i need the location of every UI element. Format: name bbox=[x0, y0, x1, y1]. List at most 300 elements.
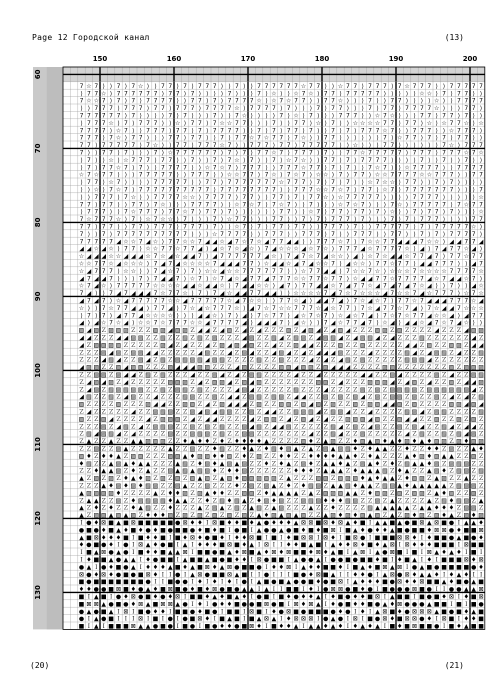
svg-text:7: 7 bbox=[331, 238, 335, 245]
svg-text:⟩: ⟩ bbox=[421, 142, 423, 149]
svg-text:7: 7 bbox=[272, 275, 276, 282]
svg-text:■: ■ bbox=[449, 616, 455, 623]
svg-text:⟩: ⟩ bbox=[362, 112, 364, 119]
svg-text:⟩: ⟩ bbox=[88, 231, 90, 238]
svg-text:☆: ☆ bbox=[390, 179, 395, 186]
svg-text:⟩: ⟩ bbox=[458, 142, 460, 149]
svg-text:⟩: ⟩ bbox=[473, 179, 475, 186]
svg-text:▨: ▨ bbox=[456, 416, 462, 423]
svg-text:▲: ▲ bbox=[316, 601, 321, 608]
svg-text:◢: ◢ bbox=[471, 246, 476, 253]
svg-text:☆: ☆ bbox=[94, 98, 99, 105]
svg-text:7: 7 bbox=[176, 231, 180, 238]
svg-text:▨: ▨ bbox=[352, 497, 358, 504]
svg-text:7: 7 bbox=[161, 305, 165, 312]
svg-text:Ｚ: Ｚ bbox=[175, 505, 181, 512]
svg-text:7: 7 bbox=[331, 135, 335, 142]
svg-text:Ｚ: Ｚ bbox=[323, 327, 329, 334]
svg-text:■: ■ bbox=[219, 616, 225, 623]
svg-text:Ｚ: Ｚ bbox=[123, 505, 129, 512]
svg-text:▲: ▲ bbox=[242, 586, 247, 593]
svg-text:▨: ▨ bbox=[204, 475, 210, 482]
svg-text:◢: ◢ bbox=[360, 246, 365, 253]
svg-text:▨: ▨ bbox=[330, 408, 336, 415]
svg-text:☆: ☆ bbox=[434, 305, 439, 312]
svg-text:Ｉ: Ｉ bbox=[286, 556, 292, 563]
svg-text:♦: ♦ bbox=[279, 453, 284, 460]
svg-text:◢: ◢ bbox=[294, 238, 299, 245]
svg-text:7: 7 bbox=[368, 157, 372, 164]
svg-text:▲: ▲ bbox=[405, 453, 410, 460]
svg-text:⟩: ⟩ bbox=[265, 223, 267, 230]
svg-text:Ｚ: Ｚ bbox=[145, 386, 151, 393]
svg-text:⊠: ⊠ bbox=[168, 601, 173, 608]
svg-text:⟩: ⟩ bbox=[191, 83, 193, 90]
svg-text:▲: ▲ bbox=[375, 453, 380, 460]
svg-text:⟩: ⟩ bbox=[177, 83, 179, 90]
svg-text:⟩: ⟩ bbox=[325, 83, 327, 90]
svg-text:☆: ☆ bbox=[375, 164, 380, 171]
svg-text:■: ■ bbox=[190, 556, 196, 563]
svg-text:▲: ▲ bbox=[294, 490, 299, 497]
svg-text:▨: ▨ bbox=[441, 386, 447, 393]
svg-text:◢: ◢ bbox=[153, 349, 158, 356]
svg-text:⟩: ⟩ bbox=[362, 135, 364, 142]
svg-text:◢: ◢ bbox=[464, 327, 469, 334]
svg-text:7: 7 bbox=[131, 90, 135, 97]
svg-text:⟩: ⟩ bbox=[317, 127, 319, 134]
svg-text:☆: ☆ bbox=[464, 246, 469, 253]
svg-text:Ｚ: Ｚ bbox=[278, 468, 284, 475]
svg-text:♦: ♦ bbox=[427, 453, 432, 460]
svg-text:●: ● bbox=[190, 608, 195, 615]
svg-text:⟩: ⟩ bbox=[147, 105, 149, 112]
svg-text:7: 7 bbox=[117, 98, 121, 105]
svg-text:Ｉ: Ｉ bbox=[404, 549, 410, 556]
svg-text:Ｚ: Ｚ bbox=[293, 475, 299, 482]
svg-text:7: 7 bbox=[257, 142, 261, 149]
svg-text:⟩: ⟩ bbox=[80, 120, 82, 127]
svg-text:Ｚ: Ｚ bbox=[167, 438, 173, 445]
svg-text:■: ■ bbox=[367, 556, 373, 563]
svg-text:Ｚ: Ｚ bbox=[382, 497, 388, 504]
svg-text:Ｚ: Ｚ bbox=[86, 475, 92, 482]
svg-text:7: 7 bbox=[302, 305, 306, 312]
svg-text:♦: ♦ bbox=[168, 497, 173, 504]
svg-text:7: 7 bbox=[331, 157, 335, 164]
svg-text:♦: ♦ bbox=[353, 571, 358, 578]
svg-text:⟩: ⟩ bbox=[347, 142, 349, 149]
svg-text:◢: ◢ bbox=[360, 371, 365, 378]
svg-text:⟩: ⟩ bbox=[399, 320, 401, 327]
svg-text:⟩: ⟩ bbox=[236, 164, 238, 171]
svg-text:⟩: ⟩ bbox=[310, 135, 312, 142]
svg-text:▨: ▨ bbox=[449, 379, 455, 386]
svg-text:▨: ▨ bbox=[197, 386, 203, 393]
svg-text:7: 7 bbox=[213, 290, 217, 297]
svg-text:7: 7 bbox=[479, 201, 483, 208]
svg-text:▲: ▲ bbox=[383, 542, 388, 549]
svg-text:▨: ▨ bbox=[382, 482, 388, 489]
svg-text:Ｚ: Ｚ bbox=[404, 401, 410, 408]
svg-text:Ｚ: Ｚ bbox=[78, 497, 84, 504]
svg-text:◢: ◢ bbox=[242, 290, 247, 297]
svg-text:⟩: ⟩ bbox=[295, 142, 297, 149]
svg-text:⟩: ⟩ bbox=[450, 105, 452, 112]
svg-text:Ｚ: Ｚ bbox=[197, 497, 203, 504]
svg-text:◢: ◢ bbox=[146, 290, 151, 297]
svg-text:7: 7 bbox=[353, 83, 357, 90]
svg-text:⟩: ⟩ bbox=[88, 186, 90, 193]
svg-text:7: 7 bbox=[87, 135, 91, 142]
svg-text:7: 7 bbox=[154, 120, 158, 127]
svg-text:☆: ☆ bbox=[108, 179, 113, 186]
svg-text:7: 7 bbox=[154, 90, 158, 97]
svg-text:☆: ☆ bbox=[279, 246, 284, 253]
svg-text:⟩: ⟩ bbox=[280, 120, 282, 127]
svg-text:7: 7 bbox=[198, 253, 202, 260]
svg-text:♦: ♦ bbox=[197, 542, 202, 549]
svg-text:◢: ◢ bbox=[168, 305, 173, 312]
svg-text:Ｉ: Ｉ bbox=[286, 571, 292, 578]
svg-text:⟩: ⟩ bbox=[450, 201, 452, 208]
svg-text:7: 7 bbox=[427, 164, 431, 171]
svg-text:7: 7 bbox=[442, 149, 446, 156]
svg-text:⟩: ⟩ bbox=[214, 90, 216, 97]
svg-text:Ｚ: Ｚ bbox=[352, 327, 358, 334]
svg-text:⟩: ⟩ bbox=[310, 320, 312, 327]
svg-text:▲: ▲ bbox=[249, 542, 254, 549]
svg-text:Ｚ: Ｚ bbox=[234, 453, 240, 460]
svg-text:7: 7 bbox=[339, 290, 343, 297]
svg-text:7: 7 bbox=[242, 164, 246, 171]
svg-text:◢: ◢ bbox=[220, 327, 225, 334]
svg-text:◢: ◢ bbox=[212, 283, 217, 290]
svg-text:▨: ▨ bbox=[219, 423, 225, 430]
svg-text:7: 7 bbox=[257, 268, 261, 275]
svg-text:7: 7 bbox=[80, 290, 84, 297]
svg-text:●: ● bbox=[345, 608, 350, 615]
svg-text:7: 7 bbox=[450, 283, 454, 290]
svg-text:▨: ▨ bbox=[212, 357, 218, 364]
svg-text:☆: ☆ bbox=[153, 142, 158, 149]
svg-text:●: ● bbox=[271, 601, 276, 608]
svg-text:▨: ▨ bbox=[352, 423, 358, 430]
svg-text:⟩: ⟩ bbox=[458, 260, 460, 267]
svg-text:▨: ▨ bbox=[301, 438, 307, 445]
svg-text:▲: ▲ bbox=[94, 616, 99, 623]
svg-text:7: 7 bbox=[331, 105, 335, 112]
svg-text:⟩: ⟩ bbox=[177, 112, 179, 119]
svg-text:♦: ♦ bbox=[264, 490, 269, 497]
svg-text:⟩: ⟩ bbox=[376, 135, 378, 142]
svg-text:Ｚ: Ｚ bbox=[426, 394, 432, 401]
svg-text:▨: ▨ bbox=[404, 349, 410, 356]
svg-text:7: 7 bbox=[168, 98, 172, 105]
svg-text:Ｚ: Ｚ bbox=[367, 327, 373, 334]
svg-text:⟩: ⟩ bbox=[243, 127, 245, 134]
svg-text:Ｚ: Ｚ bbox=[123, 453, 129, 460]
svg-text:▨: ▨ bbox=[412, 357, 418, 364]
svg-text:Ｚ: Ｚ bbox=[263, 371, 269, 378]
svg-text:▲: ▲ bbox=[109, 438, 114, 445]
svg-text:7: 7 bbox=[228, 142, 232, 149]
svg-text:♦: ♦ bbox=[160, 608, 165, 615]
svg-text:7: 7 bbox=[302, 142, 306, 149]
svg-text:☆: ☆ bbox=[279, 305, 284, 312]
svg-text:♦: ♦ bbox=[108, 564, 113, 571]
svg-text:♦: ♦ bbox=[286, 534, 291, 541]
svg-text:▨: ▨ bbox=[227, 460, 233, 467]
svg-text:♦: ♦ bbox=[79, 586, 84, 593]
svg-text:⟩: ⟩ bbox=[288, 231, 290, 238]
svg-text:⟩: ⟩ bbox=[450, 194, 452, 201]
svg-text:7: 7 bbox=[279, 112, 283, 119]
svg-text:■: ■ bbox=[190, 593, 196, 600]
svg-text:7: 7 bbox=[361, 216, 365, 223]
svg-text:⟩: ⟩ bbox=[450, 90, 452, 97]
svg-text:▲: ▲ bbox=[257, 549, 262, 556]
svg-text:Ｚ: Ｚ bbox=[138, 512, 144, 519]
svg-text:■: ■ bbox=[227, 593, 233, 600]
svg-text:⟩: ⟩ bbox=[317, 157, 319, 164]
svg-text:♦: ♦ bbox=[360, 542, 365, 549]
svg-text:7: 7 bbox=[413, 275, 417, 282]
svg-text:7: 7 bbox=[205, 105, 209, 112]
svg-text:▨: ▨ bbox=[389, 482, 395, 489]
svg-text:♦: ♦ bbox=[412, 438, 417, 445]
svg-text:Ｚ: Ｚ bbox=[434, 357, 440, 364]
svg-text:▲: ▲ bbox=[457, 534, 462, 541]
svg-text:▨: ▨ bbox=[212, 334, 218, 341]
svg-text:▲: ▲ bbox=[109, 460, 114, 467]
svg-text:7: 7 bbox=[257, 312, 261, 319]
svg-text:Ｚ: Ｚ bbox=[152, 468, 158, 475]
svg-text:⟩: ⟩ bbox=[251, 223, 253, 230]
svg-text:⟩: ⟩ bbox=[117, 105, 119, 112]
svg-text:7: 7 bbox=[376, 127, 380, 134]
svg-text:▲: ▲ bbox=[420, 505, 425, 512]
svg-text:Ｚ: Ｚ bbox=[101, 408, 107, 415]
svg-text:Ｉ: Ｉ bbox=[234, 579, 240, 586]
svg-text:◢: ◢ bbox=[323, 416, 328, 423]
svg-text:◢: ◢ bbox=[146, 416, 151, 423]
svg-text:Ｚ: Ｚ bbox=[219, 468, 225, 475]
svg-text:■: ■ bbox=[323, 527, 329, 534]
svg-text:⟩: ⟩ bbox=[399, 112, 401, 119]
svg-text:♦: ♦ bbox=[108, 542, 113, 549]
svg-text:Ｚ: Ｚ bbox=[367, 386, 373, 393]
svg-text:■: ■ bbox=[419, 623, 425, 630]
svg-text:⟩: ⟩ bbox=[325, 112, 327, 119]
svg-text:Ｚ: Ｚ bbox=[226, 416, 232, 423]
svg-text:Ｚ: Ｚ bbox=[456, 453, 462, 460]
svg-text:☆: ☆ bbox=[427, 290, 432, 297]
svg-text:7: 7 bbox=[309, 142, 313, 149]
svg-text:◢: ◢ bbox=[420, 260, 425, 267]
svg-text:●: ● bbox=[182, 616, 187, 623]
svg-text:♦: ♦ bbox=[94, 519, 99, 526]
svg-text:▨: ▨ bbox=[338, 394, 344, 401]
svg-text:Ｚ: Ｚ bbox=[93, 357, 99, 364]
svg-text:Ｚ: Ｚ bbox=[167, 394, 173, 401]
svg-text:♦: ♦ bbox=[375, 556, 380, 563]
svg-text:▨: ▨ bbox=[478, 438, 484, 445]
svg-text:7: 7 bbox=[383, 112, 387, 119]
svg-text:♦: ♦ bbox=[227, 468, 232, 475]
svg-text:▨: ▨ bbox=[338, 475, 344, 482]
svg-text:☆: ☆ bbox=[234, 223, 239, 230]
svg-text:Ｚ: Ｚ bbox=[189, 342, 195, 349]
svg-text:⟩: ⟩ bbox=[302, 238, 304, 245]
svg-text:♦: ♦ bbox=[323, 497, 328, 504]
svg-text:7: 7 bbox=[154, 98, 158, 105]
svg-text:▲: ▲ bbox=[212, 593, 217, 600]
svg-text:☆: ☆ bbox=[160, 320, 165, 327]
svg-text:⟩: ⟩ bbox=[347, 120, 349, 127]
svg-text:⟩: ⟩ bbox=[436, 112, 438, 119]
svg-text:7: 7 bbox=[242, 216, 246, 223]
row-label: 130 bbox=[34, 585, 42, 600]
svg-text:Ｉ: Ｉ bbox=[86, 616, 92, 623]
svg-text:⟩: ⟩ bbox=[436, 127, 438, 134]
svg-text:Ｚ: Ｚ bbox=[108, 371, 114, 378]
svg-text:Ｚ: Ｚ bbox=[397, 445, 403, 452]
svg-text:Ｚ: Ｚ bbox=[101, 364, 107, 371]
svg-text:7: 7 bbox=[213, 201, 217, 208]
svg-text:◢: ◢ bbox=[94, 320, 99, 327]
svg-text:▨: ▨ bbox=[375, 394, 381, 401]
svg-text:Ｉ: Ｉ bbox=[256, 586, 262, 593]
svg-text:Ｚ: Ｚ bbox=[145, 408, 151, 415]
svg-text:♦: ♦ bbox=[86, 556, 91, 563]
svg-text:♦: ♦ bbox=[242, 445, 247, 452]
svg-text:7: 7 bbox=[427, 201, 431, 208]
svg-text:Ｚ: Ｚ bbox=[160, 445, 166, 452]
svg-text:◢: ◢ bbox=[346, 283, 351, 290]
svg-text:Ｚ: Ｚ bbox=[404, 490, 410, 497]
svg-text:▲: ▲ bbox=[331, 623, 336, 630]
svg-text:7: 7 bbox=[265, 268, 269, 275]
svg-text:Ｚ: Ｚ bbox=[115, 505, 121, 512]
svg-text:■: ■ bbox=[123, 623, 129, 630]
svg-text:▨: ▨ bbox=[123, 386, 129, 393]
svg-text:⟩: ⟩ bbox=[280, 127, 282, 134]
svg-text:Ｚ: Ｚ bbox=[448, 349, 454, 356]
svg-text:☆: ☆ bbox=[449, 142, 454, 149]
svg-text:7: 7 bbox=[361, 305, 365, 312]
svg-text:▨: ▨ bbox=[471, 453, 477, 460]
svg-text:Ｚ: Ｚ bbox=[256, 431, 262, 438]
chart-left-band bbox=[47, 67, 63, 629]
svg-text:7: 7 bbox=[442, 135, 446, 142]
svg-text:Ｉ: Ｉ bbox=[175, 616, 181, 623]
svg-text:7: 7 bbox=[309, 201, 313, 208]
svg-text:Ｚ: Ｚ bbox=[123, 342, 129, 349]
svg-text:▨: ▨ bbox=[434, 408, 440, 415]
svg-text:Ｚ: Ｚ bbox=[263, 505, 269, 512]
svg-text:7: 7 bbox=[435, 216, 439, 223]
svg-text:7: 7 bbox=[442, 290, 446, 297]
svg-text:♦: ♦ bbox=[360, 527, 365, 534]
svg-text:■: ■ bbox=[153, 601, 159, 608]
svg-text:▨: ▨ bbox=[153, 423, 159, 430]
svg-text:♦: ♦ bbox=[456, 623, 461, 630]
svg-text:7: 7 bbox=[242, 253, 246, 260]
svg-text:Ｚ: Ｚ bbox=[478, 431, 484, 438]
svg-text:▨: ▨ bbox=[397, 423, 403, 430]
svg-text:Ｚ: Ｚ bbox=[397, 364, 403, 371]
svg-text:▨: ▨ bbox=[271, 475, 277, 482]
svg-text:7: 7 bbox=[413, 253, 417, 260]
svg-text:7: 7 bbox=[250, 179, 254, 186]
svg-text:⟩: ⟩ bbox=[125, 172, 127, 179]
svg-text:⟩: ⟩ bbox=[162, 90, 164, 97]
svg-text:7: 7 bbox=[398, 83, 402, 90]
svg-text:7: 7 bbox=[139, 172, 143, 179]
svg-text:☆: ☆ bbox=[316, 120, 321, 127]
svg-text:☆: ☆ bbox=[190, 275, 195, 282]
svg-text:Ｚ: Ｚ bbox=[189, 334, 195, 341]
svg-text:♦: ♦ bbox=[427, 445, 432, 452]
svg-text:7: 7 bbox=[413, 186, 417, 193]
svg-text:Ｚ: Ｚ bbox=[448, 357, 454, 364]
svg-text:7: 7 bbox=[242, 135, 246, 142]
svg-text:7: 7 bbox=[420, 297, 424, 304]
svg-text:▨: ▨ bbox=[463, 512, 469, 519]
svg-text:⟩: ⟩ bbox=[288, 135, 290, 142]
svg-text:Ｚ: Ｚ bbox=[389, 453, 395, 460]
svg-text:■: ■ bbox=[471, 542, 477, 549]
svg-text:▨: ▨ bbox=[330, 423, 336, 430]
svg-text:7: 7 bbox=[176, 268, 180, 275]
svg-text:◢: ◢ bbox=[272, 408, 277, 415]
svg-text:Ｚ: Ｚ bbox=[389, 408, 395, 415]
svg-text:⟩: ⟩ bbox=[325, 179, 327, 186]
svg-text:7: 7 bbox=[191, 268, 195, 275]
svg-text:▨: ▨ bbox=[241, 423, 247, 430]
svg-text:☆: ☆ bbox=[123, 268, 128, 275]
svg-text:◢: ◢ bbox=[131, 371, 136, 378]
svg-text:Ｉ: Ｉ bbox=[323, 593, 329, 600]
svg-text:▨: ▨ bbox=[167, 364, 173, 371]
svg-text:⟩: ⟩ bbox=[243, 90, 245, 97]
svg-text:7: 7 bbox=[420, 127, 424, 134]
svg-text:⟩: ⟩ bbox=[399, 194, 401, 201]
svg-text:●: ● bbox=[412, 564, 417, 571]
svg-text:7: 7 bbox=[168, 209, 172, 216]
svg-text:♦: ♦ bbox=[205, 542, 210, 549]
svg-text:Ｚ: Ｚ bbox=[382, 431, 388, 438]
svg-text:◢: ◢ bbox=[294, 371, 299, 378]
svg-text:◢: ◢ bbox=[427, 297, 432, 304]
svg-text:⟩: ⟩ bbox=[436, 83, 438, 90]
svg-text:7: 7 bbox=[331, 260, 335, 267]
svg-text:●: ● bbox=[212, 549, 217, 556]
svg-text:■: ■ bbox=[182, 608, 188, 615]
svg-text:Ｚ: Ｚ bbox=[182, 505, 188, 512]
svg-text:⟩: ⟩ bbox=[273, 164, 275, 171]
svg-text:7: 7 bbox=[102, 120, 106, 127]
svg-text:☆: ☆ bbox=[375, 112, 380, 119]
svg-text:◢: ◢ bbox=[412, 349, 417, 356]
svg-text:◢: ◢ bbox=[331, 364, 336, 371]
svg-text:⟩: ⟩ bbox=[339, 90, 341, 97]
svg-text:Ｚ: Ｚ bbox=[315, 394, 321, 401]
svg-text:▨: ▨ bbox=[389, 371, 395, 378]
svg-text:Ｚ: Ｚ bbox=[212, 342, 218, 349]
svg-text:⟩: ⟩ bbox=[450, 135, 452, 142]
